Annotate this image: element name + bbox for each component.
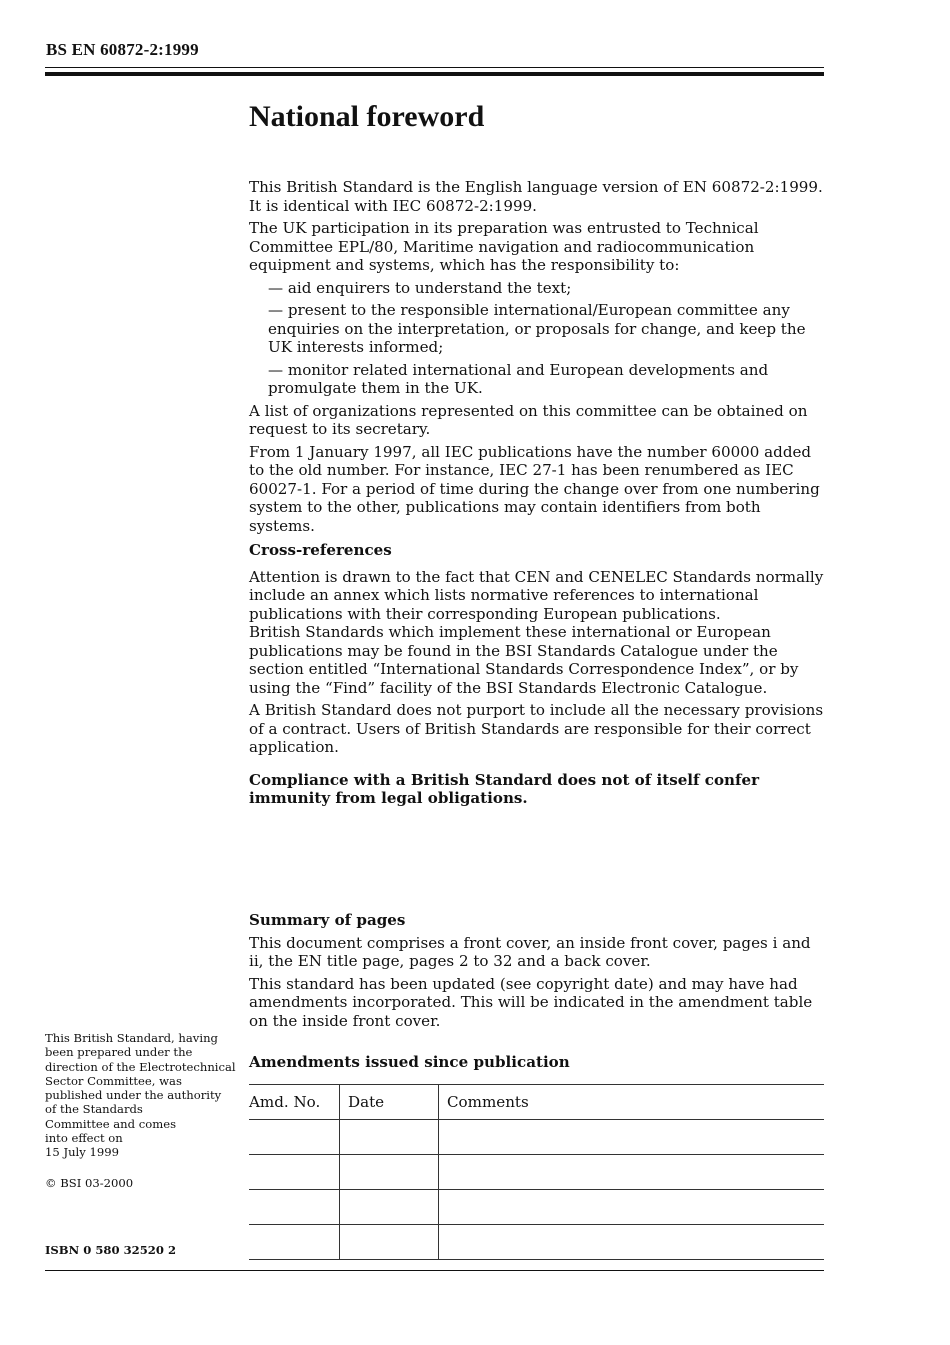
document-code: BS EN 60872-2:1999 (46, 40, 199, 59)
footer-rule (45, 1270, 824, 1271)
amendments-header-row (249, 1085, 824, 1120)
cross-references-part-2: British Standards which implement these international or European publications may be found in the BSI Standards Catalogue under the section entitled “International Standards Correspondence Index”, or by using the “Find” facility of the BSI Standards Electronic Catalogue. (249, 623, 799, 697)
table-row (249, 1120, 824, 1155)
organizations-paragraph: A list of organizations represented on this committee can be obtained on request to its secretary. (249, 401, 808, 438)
date-cell (340, 1225, 439, 1260)
summary-paragraph-2: This standard has been updated (see copyright date) and may have had amendments incorporated. This will be indicated in the amendment table on the inside front cover. (249, 974, 813, 1030)
intro-line-2: It is identical with IEC 60872-2:1999. (249, 196, 537, 215)
column-header-date: Date (340, 1085, 439, 1120)
responsibility-item-1: — aid enquirers to understand the text; (268, 278, 572, 297)
summary-heading: Summary of pages (249, 911, 406, 929)
comments-cell (439, 1190, 825, 1225)
cross-references-paragraph (249, 568, 825, 698)
foreword-body (249, 178, 825, 812)
amendments-heading: Amendments issued since publication (249, 1053, 570, 1071)
copyright-notice: © BSI 03-2000 (45, 1176, 134, 1190)
responsibility-item-3: — monitor related international and European developments and promulgate them in the UK. (268, 360, 769, 397)
compliance-statement: Compliance with a British Standard does not of itself confer immunity from legal obligations. (249, 770, 760, 807)
comments-cell (439, 1120, 825, 1155)
note-line: This British Standard, having (45, 1031, 218, 1045)
note-line: Sector Committee, was (45, 1073, 182, 1088)
amd-no-cell (249, 1190, 340, 1225)
note-line: of the Standards (45, 1102, 143, 1117)
header-thick-rule (45, 72, 824, 76)
header-thin-rule (45, 67, 824, 68)
column-header-amd-no: Amd. No. (249, 1085, 340, 1120)
amd-no-cell (249, 1120, 340, 1155)
note-line: published under the authority (45, 1088, 222, 1103)
summary-block (249, 911, 825, 1034)
date-cell (340, 1155, 439, 1190)
contract-paragraph: A British Standard does not purport to include all the necessary provisions of a contract. Users of British Standards are responsible for their correct application. (249, 701, 824, 756)
page-title: National foreword (249, 100, 485, 133)
publication-note (45, 1031, 240, 1160)
table-row (249, 1190, 824, 1225)
comments-cell (439, 1225, 825, 1260)
date-cell (340, 1120, 439, 1155)
note-line: Committee and comes (45, 1116, 177, 1131)
committee-paragraph: The UK participation in its preparation was entrusted to Technical Committee EPL/80, Maritime navigation and radiocommunication equipment and systems, which has the responsibility to: (249, 219, 759, 274)
cross-references-part-1: Attention is drawn to the fact that CEN and CENELEC Standards normally include an annex which lists normative references to international publications with their corresponding European publications. (249, 567, 824, 623)
note-line: been prepared under the (45, 1045, 193, 1060)
date-cell (340, 1190, 439, 1225)
note-line: into effect on (45, 1131, 123, 1146)
intro-paragraph (249, 178, 825, 215)
cross-references-heading: Cross-references (249, 541, 392, 559)
table-row (249, 1155, 824, 1190)
summary-paragraph-1: This document comprises a front cover, an inside front cover, pages i and ii, the EN title page, pages 2 to 32 and a back cover. (249, 933, 811, 970)
numbering-paragraph: From 1 January 1997, all IEC publications have the number 60000 added to the old number. For instance, IEC 27-1 has been renumbered as IEC 60027-1. For a period of time during the change over from one numbering system to the other, publications may contain identifiers from both systems. (249, 442, 820, 535)
amd-no-cell (249, 1225, 340, 1260)
column-header-comments: Comments (439, 1085, 825, 1120)
amendments-table (249, 1084, 824, 1260)
isbn-number: ISBN 0 580 32520 2 (45, 1243, 177, 1257)
table-row (249, 1225, 824, 1260)
comments-cell (439, 1155, 825, 1190)
note-line: direction of the Electrotechnical (45, 1059, 236, 1074)
amd-no-cell (249, 1155, 340, 1190)
responsibility-item-2: — present to the responsible international/European committee any enquiries on the interpretation, or proposals for change, and keep the UK interests informed; (268, 301, 806, 356)
note-line: 15 July 1999 (45, 1145, 120, 1160)
intro-line-1: This British Standard is the English language version of EN 60872-2:1999. (249, 178, 823, 196)
